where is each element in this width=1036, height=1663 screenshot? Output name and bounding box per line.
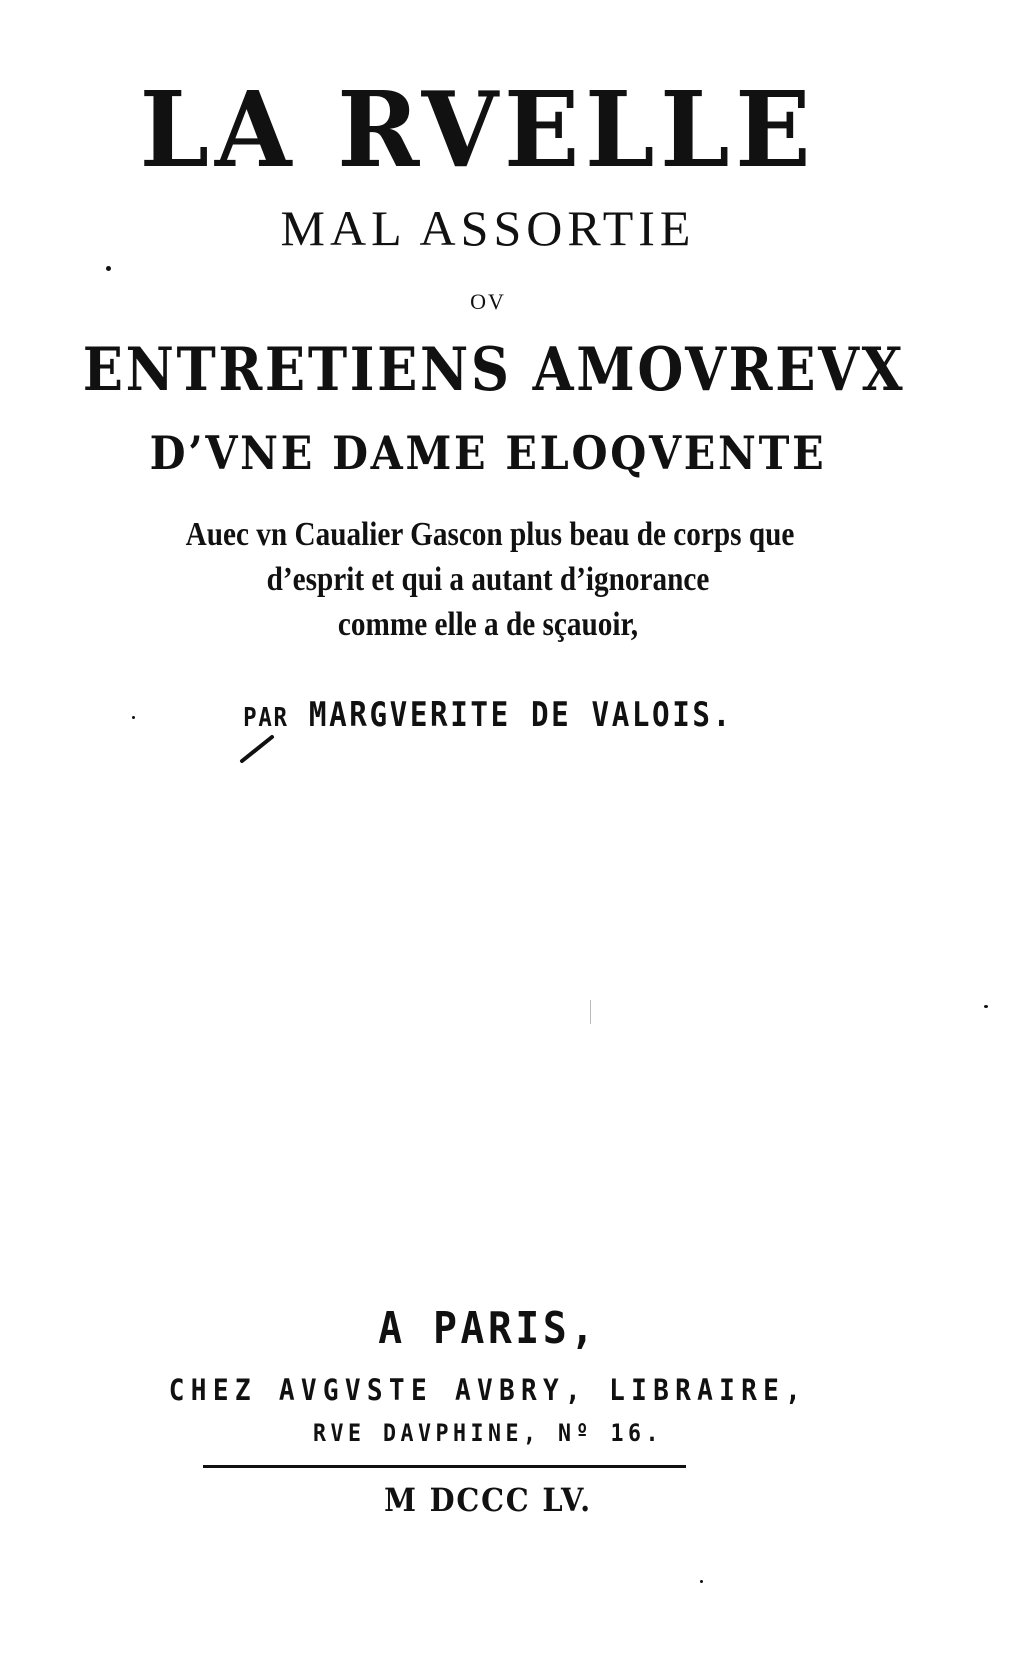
ink-speck — [700, 1580, 703, 1583]
imprint-publisher: CHEZ AVGVSTE AVBRY, LIBRAIRE, — [168, 1373, 808, 1407]
author-line — [43, 695, 934, 735]
imprint-address: RVE DAVPHINE, Nº 16. — [312, 1419, 664, 1447]
horizontal-rule — [203, 1465, 686, 1468]
conjunction-ov: OV — [470, 289, 506, 314]
book-title-dame: D’VNE DAME ELOQVENTE — [149, 426, 827, 480]
description-line-3: comme elle a de sçauoir, — [337, 606, 639, 643]
pen-stroke-mark — [238, 733, 278, 763]
ink-speck — [984, 1005, 988, 1008]
book-title-sub: MAL ASSORTIE — [280, 200, 696, 256]
description-line-2: d’esprit et qui a autant d’ignorance — [266, 561, 710, 598]
imprint-city: A PARIS, — [378, 1303, 598, 1354]
author-name: MARGVERITE DE VALOIS. — [308, 695, 733, 735]
author-prefix: PAR — [243, 703, 289, 733]
ink-speck — [106, 266, 111, 271]
description-line-1: Auec vn Caualier Gascon plus beau de corps que — [185, 516, 795, 553]
faint-scan-mark — [590, 1000, 591, 1024]
book-title-entretiens: ENTRETIENS AMOVREVX — [82, 335, 906, 405]
book-title-main: LA RVELLE — [139, 68, 817, 191]
imprint-year: M DCCC LV. — [384, 1481, 592, 1519]
